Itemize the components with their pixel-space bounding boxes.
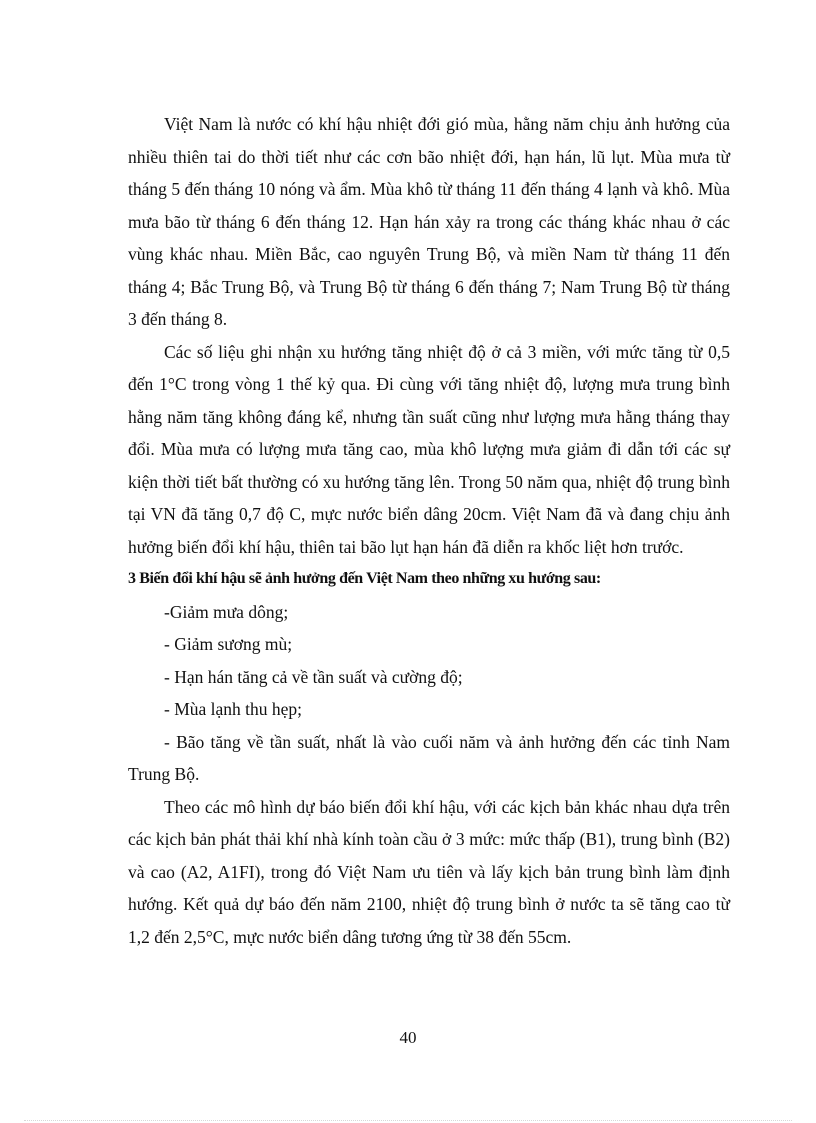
closing-paragraph-forecast: Theo các mô hình dự báo biến đổi khí hậu, với các kịch bản khác nhau dựa trên các kịch bản phát thải khí nhà kính toàn cầu ở 3 mức: mức thấp (B1), trung bình (B2) và cao (A2, A1FI), trong đó Việt Nam ưu tiên và lấy kịch bản trung bình làm định hướng. Kết quả dự báo đến năm 2100, nhiệt độ trung bình ở nước ta sẽ tăng cao từ 1,2 đến 2,5°C, mực nước biển dâng tương ứng từ 38 đến 55cm.: [128, 796, 730, 947]
intro-paragraph-climate: Việt Nam là nước có khí hậu nhiệt đới gió mùa, hằng năm chịu ảnh hưởng của nhiều thiên tai do thời tiết như các cơn bão nhiệt đới, hạn hán, lũ lụt. Mùa mưa từ tháng 5 đến tháng 10 nóng và ẩm. Mùa khô từ tháng 11 đến tháng 4 lạnh và khô. Mùa mưa bão từ tháng 6 đến tháng 12. Hạn hán xảy ra trong các tháng khác nhau ở các vùng khác nhau. Miền Bắc, cao nguyên Trung Bộ, và miền Nam từ tháng 11 đến tháng 4; Bắc Trung Bộ, và Trung Bộ từ tháng 6 đến tháng 7; Nam Trung Bộ từ tháng 3 đến tháng 8.: [128, 114, 730, 329]
intro-paragraph-temperature: Các số liệu ghi nhận xu hướng tăng nhiệt độ ở cả 3 miền, với mức tăng từ 0,5 đến 1°C trong vòng 1 thế kỷ qua. Đi cùng với tăng nhiệt độ, lượng mưa trung bình hằng năm tăng không đáng kể, nhưng tần suất cũng như lượng mưa hằng tháng thay đổi. Mùa mưa có lượng mưa tăng cao, mùa khô lượng mưa giảm đi dẫn tới các sự kiện thời tiết bất thường có xu hướng tăng lên. Trong 50 năm qua, nhiệt độ trung bình tại VN đã tăng 0,7 độ C, mực nước biển dâng 20cm. Việt Nam đã và đang chịu ảnh hưởng biến đổi khí hậu, thiên tai bão lụt hạn hán đã diễn ra khốc liệt hơn trước.: [128, 341, 730, 557]
list-item: - Giảm sương mù;: [164, 634, 293, 654]
list-item: - Mùa lạnh thu hẹp;: [164, 699, 303, 719]
page-body: [128, 108, 730, 953]
list-item: -Giảm mưa dông;: [164, 601, 289, 622]
list-item: - Hạn hán tăng cả về tần suất và cường độ;: [164, 666, 463, 687]
footer-divider: [24, 1120, 792, 1121]
page-number: 40: [399, 1028, 417, 1047]
section-heading: 3 Biến đổi khí hậu sẽ ảnh hưởng đến Việt Nam theo những xu hướng sau:: [128, 570, 601, 587]
list-item: - Bão tăng về tần suất, nhất là vào cuối năm và ảnh hưởng đến các tỉnh Nam Trung Bộ.: [128, 731, 730, 784]
